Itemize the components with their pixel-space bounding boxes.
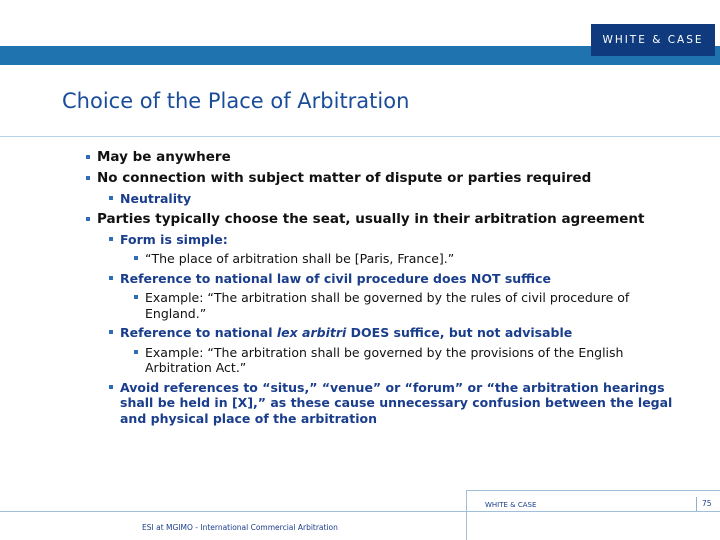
bullet-l1: Parties typically choose the seat, usually in their arbitration agreement (84, 211, 684, 228)
bullet-square-icon (109, 330, 113, 334)
bullet-square-icon (86, 217, 90, 221)
bullet-l2: Neutrality (84, 191, 684, 207)
bullet-square-icon (86, 155, 90, 159)
bullet-l2: Reference to national law of civil procedure does NOT suffice (84, 271, 684, 287)
page-number-divider (696, 497, 697, 511)
bullet-square-icon (109, 237, 113, 241)
bullet-list (84, 149, 684, 430)
bullet-square-icon (134, 295, 138, 299)
bullet-square-icon (134, 256, 138, 260)
logo-text: WHITE & CASE (602, 34, 704, 46)
footer-caption: ESI at MGIMO - International Commercial Arbitration (142, 523, 338, 532)
bullet-square-icon (109, 385, 113, 389)
page-number: 75 (702, 499, 712, 508)
bullet-l1: No connection with subject matter of dispute or parties required (84, 170, 684, 187)
bullet-l3: “The place of arbitration shall be [Paris, France].” (84, 251, 684, 267)
slide-title: Choice of the Place of Arbitration (62, 89, 410, 113)
bullet-l2: Reference to national lex arbitri DOES suffice, but not advisable (84, 325, 684, 341)
footer-brand: WHITE & CASE (485, 501, 537, 509)
bullet-l1: May be anywhere (84, 149, 684, 166)
bullet-square-icon (109, 196, 113, 200)
bullet-l3: Example: “The arbitration shall be governed by the provisions of the English Arbitration Act.” (84, 345, 684, 376)
logo (591, 24, 715, 56)
bullet-l3: Example: “The arbitration shall be governed by the rules of civil procedure of England.” (84, 290, 684, 321)
bullet-l2: Form is simple: (84, 232, 684, 248)
title-divider (0, 136, 720, 137)
bullet-l2: Avoid references to “situs,” “venue” or “forum” or “the arbitration hearings shall be held in [X],” as these cause unnecessary confusion between the legal and physical place of the arbitration (84, 380, 684, 427)
bullet-square-icon (134, 350, 138, 354)
bullet-square-icon (109, 276, 113, 280)
bullet-square-icon (86, 176, 90, 180)
